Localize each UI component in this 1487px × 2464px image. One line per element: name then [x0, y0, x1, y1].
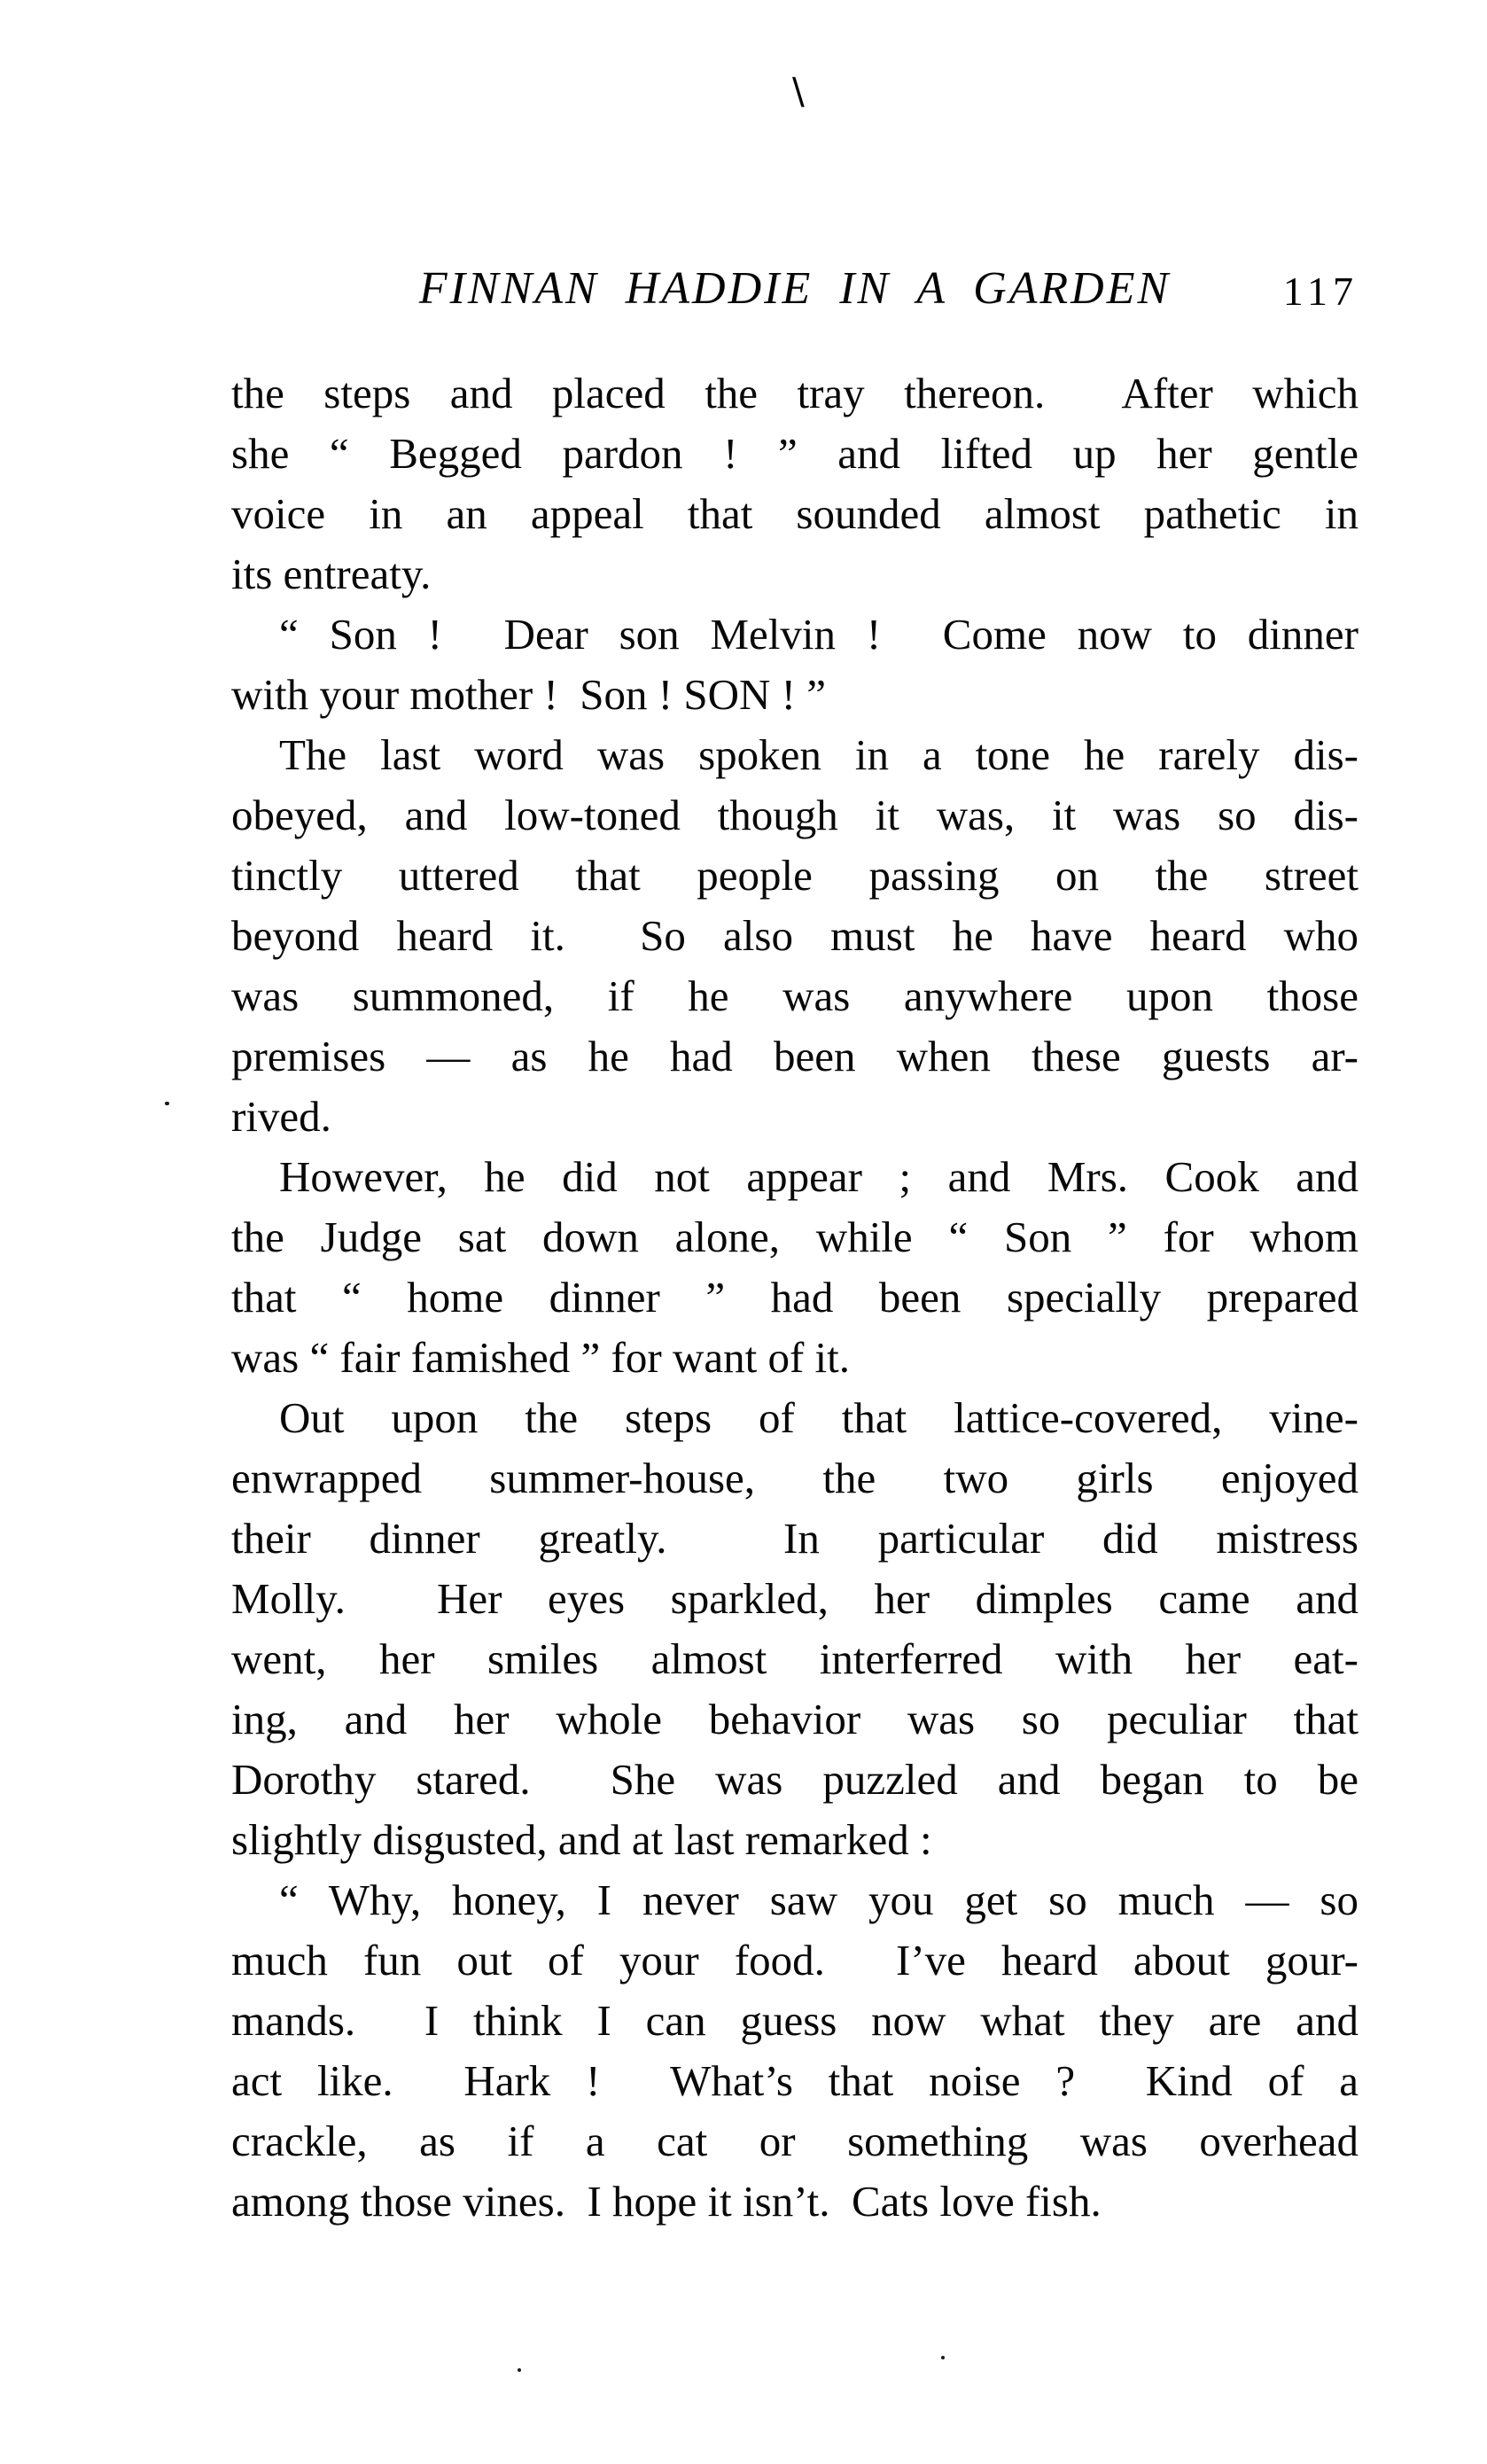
text-line: much fun out of your food. I’ve heard about gour- — [231, 1936, 1359, 1984]
text-line: its entreaty. — [231, 550, 432, 598]
text-line: crackle, as if a cat or something was overhead — [231, 2117, 1359, 2165]
ink-speck — [165, 1102, 169, 1105]
page-body — [231, 363, 1359, 2232]
text-line: among those vines. I hope it isn’t. Cats love fish. — [231, 2177, 1102, 2226]
running-head-title: FINNAN HADDIE IN A GARDEN — [418, 263, 1172, 314]
text-line: went, her smiles almost interferred with her eat- — [231, 1634, 1359, 1683]
text-line: that “ home dinner ” had been specially prepared — [231, 1273, 1359, 1322]
text-line: rived. — [231, 1092, 331, 1141]
running-header — [231, 262, 1359, 316]
text-line: enwrapped summer-house, the two girls enjoyed — [231, 1454, 1359, 1502]
text-line: mands. I think I can guess now what they are and — [231, 1996, 1359, 2045]
text-line: obeyed, and low-toned though it was, it was so dis- — [231, 791, 1359, 839]
text-line: “ Why, honey, I never saw you get so much — so — [279, 1875, 1359, 1924]
text-line: act like. Hark ! What’s that noise ? Kind of a — [231, 2056, 1359, 2105]
text-line: with your mother ! Son ! SON ! ” — [231, 670, 826, 719]
text-line: The last word was spoken in a tone he rarely dis- — [279, 730, 1359, 779]
text-line: Molly. Her eyes sparkled, her dimples came and — [231, 1574, 1359, 1623]
text-line: voice in an appeal that sounded almost pathetic in — [231, 489, 1359, 538]
ink-speck — [941, 2356, 945, 2359]
text-line: ing, and her whole behavior was so peculiar that — [231, 1695, 1359, 1743]
text-line: Dorothy stared. She was puzzled and began to be — [231, 1755, 1359, 1804]
text-line: beyond heard it. So also must he have heard who — [231, 911, 1359, 960]
text-line: the steps and placed the tray thereon. After which — [231, 369, 1359, 417]
ink-speck — [518, 2368, 521, 2372]
text-line: was “ fair famished ” for want of it. — [231, 1333, 850, 1382]
stray-ink-slash: \ — [791, 66, 806, 117]
text-line: However, he did not appear ; and Mrs. Cook and — [279, 1152, 1359, 1201]
text-line: she “ Begged pardon ! ” and lifted up her gentle — [231, 429, 1359, 478]
text-line: slightly disgusted, and at last remarked : — [231, 1815, 932, 1864]
text-line: “ Son ! Dear son Melvin ! Come now to dinner — [279, 610, 1359, 659]
text-line: the Judge sat down alone, while “ Son ” for whom — [231, 1213, 1359, 1261]
page-number: 117 — [1282, 269, 1359, 314]
text-line: premises — as he had been when these guests ar- — [231, 1032, 1359, 1080]
text-line: was summoned, if he was anywhere upon those — [231, 971, 1359, 1020]
text-line: their dinner greatly. In particular did mistress — [231, 1514, 1359, 1563]
text-line: tinctly uttered that people passing on the street — [231, 851, 1359, 900]
text-line: Out upon the steps of that lattice-covered, vine- — [279, 1393, 1359, 1442]
